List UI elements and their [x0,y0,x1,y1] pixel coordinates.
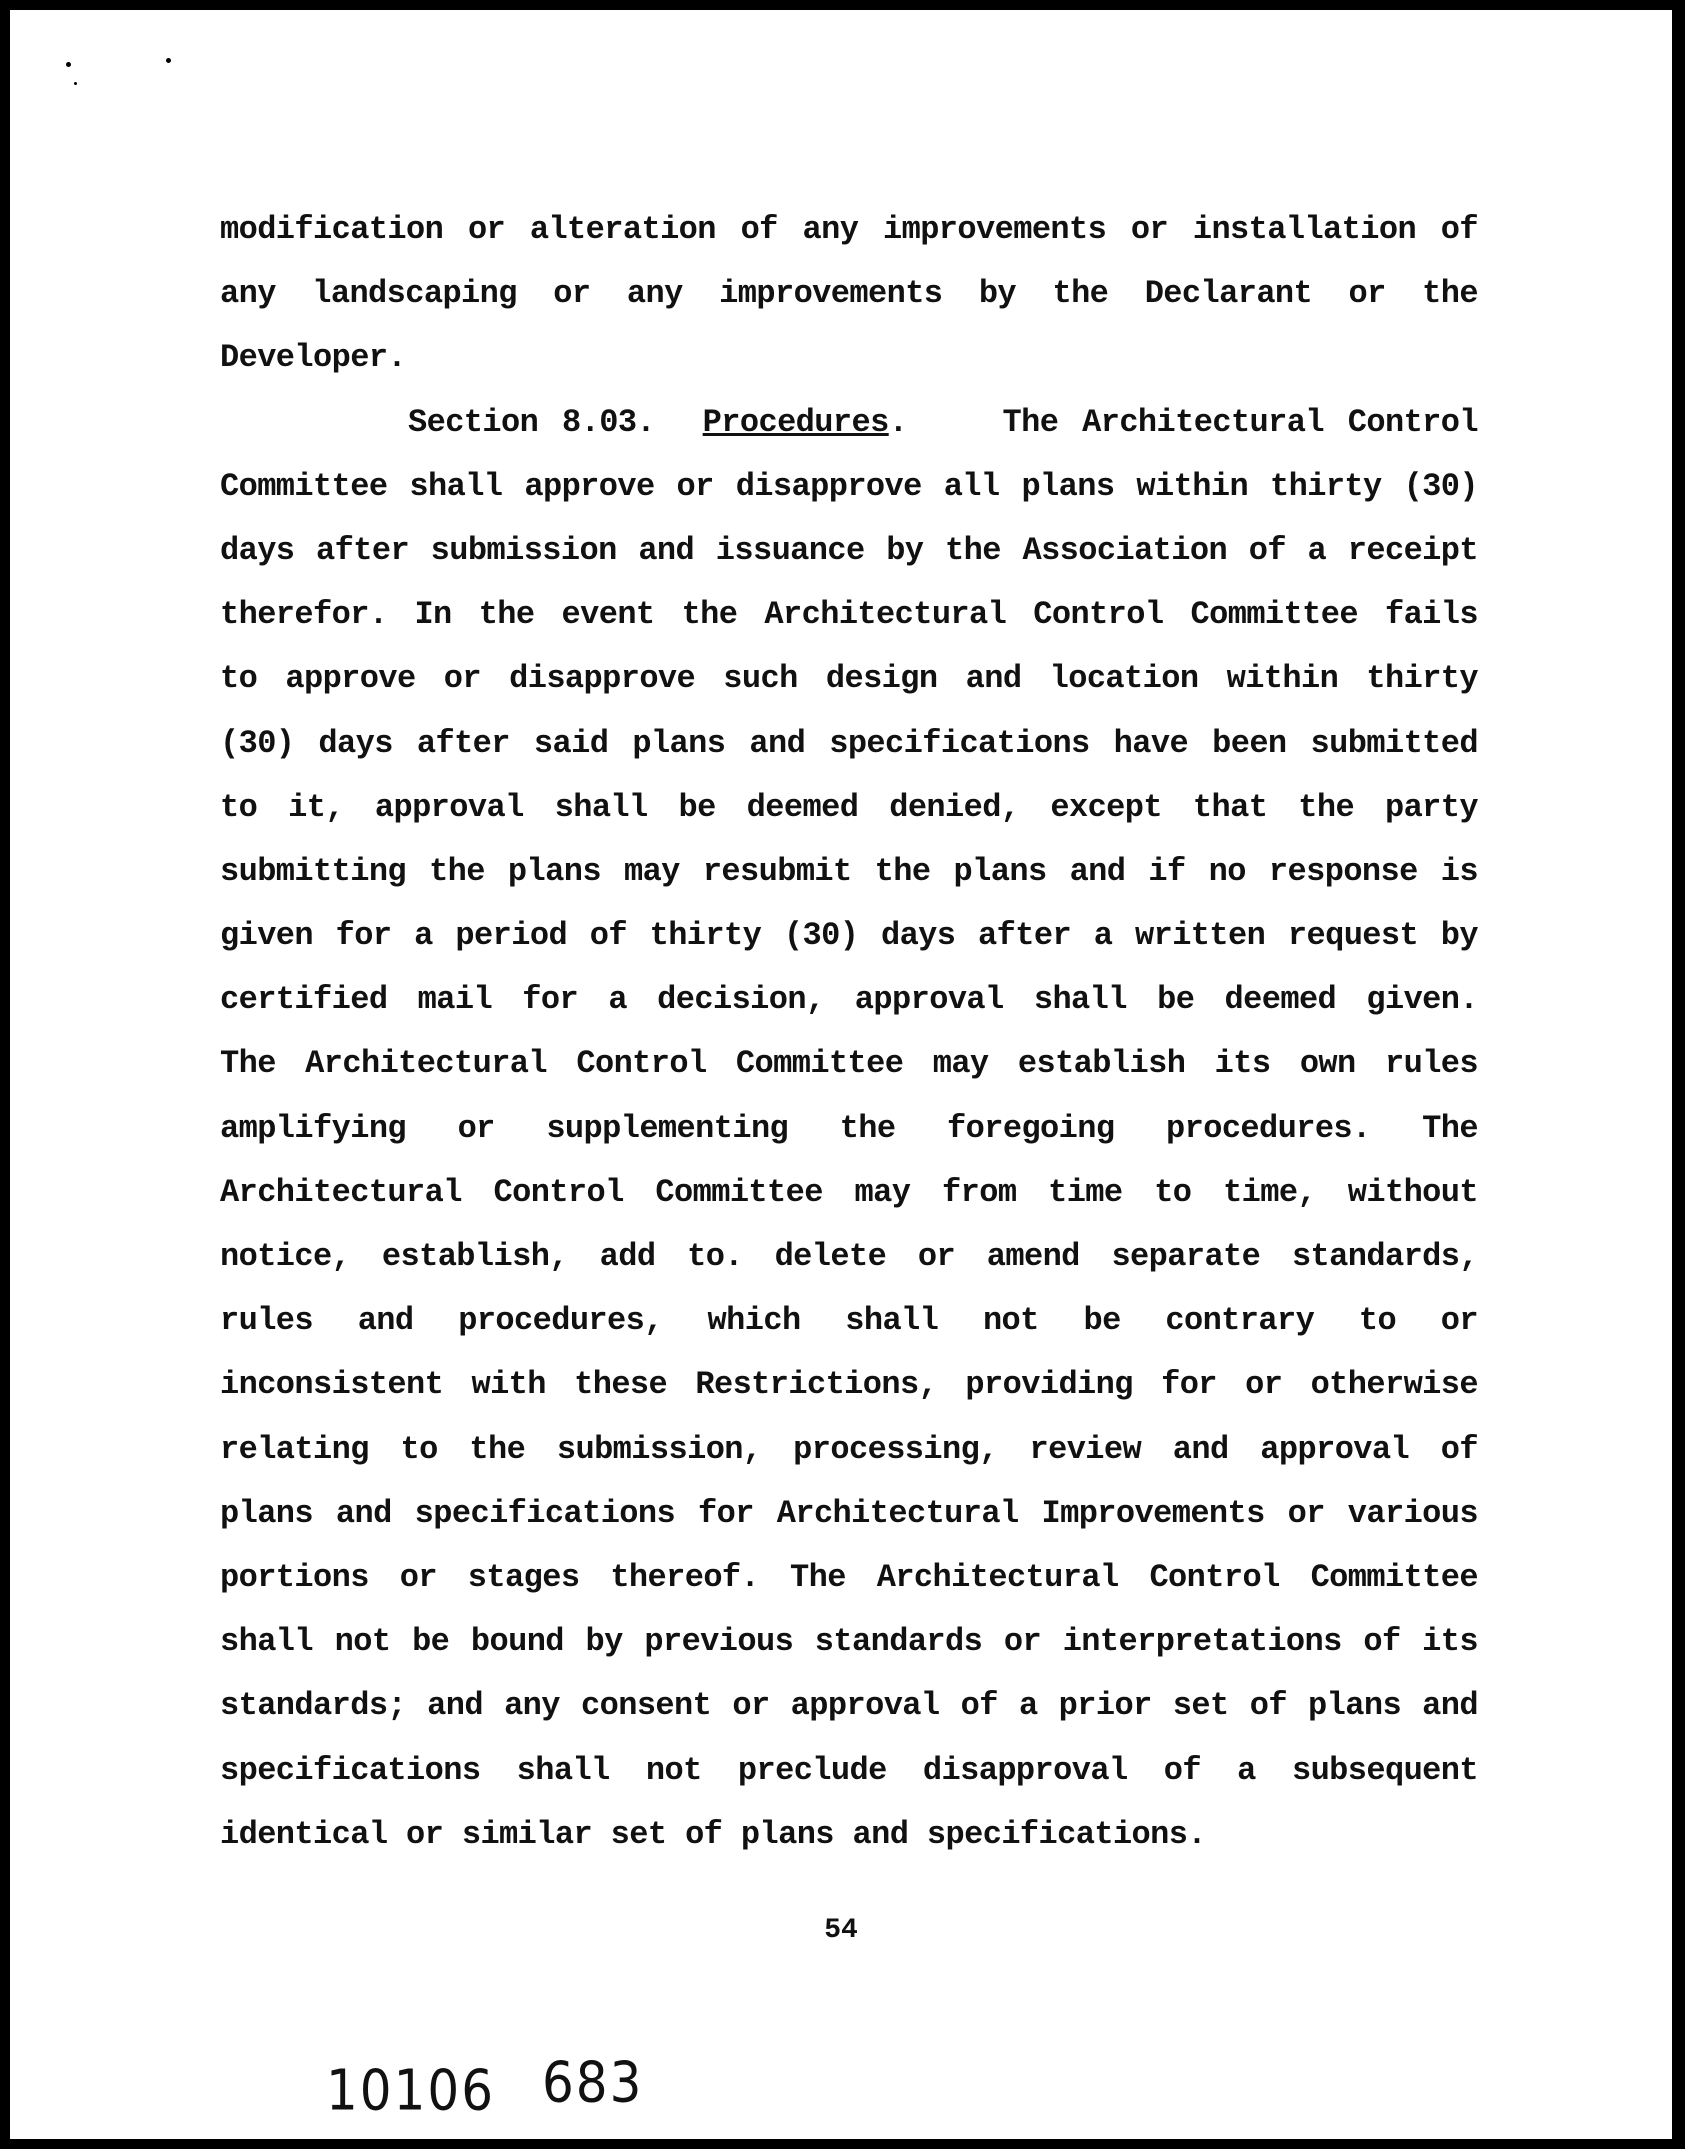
text-line: notice, establish, add to. delete or amend separate standards, [220,1238,1478,1275]
text-line: Developer. [220,339,407,377]
page-number-stamp: 683 [542,2050,644,2115]
text-line: inconsistent with these Restrictions, providing for or otherwise [220,1366,1478,1404]
text-line: Committee shall approve or disapprove all plans within thirty (30) [220,467,1478,505]
text-line: given for a period of thirty (30) days after a written request by [220,917,1478,955]
section-first-line-text: The Architectural Control [1002,403,1478,441]
text-line: shall not be bound by previous standards or interpretations of its [220,1623,1478,1661]
book-number-stamp: 10106 [326,2058,496,2123]
document-page [10,10,1672,2139]
text-line: to approve or disapprove such design and location within thirty [220,660,1478,698]
text-line: modification or alteration of any improvements or installation of [220,211,1478,248]
text-line: relating to the submission, processing, review and approval of [220,1430,1478,1468]
text-line: submitting the plans may resubmit the plans and if no response is [220,852,1478,890]
text-line: portions or stages thereof. The Architectural Control Committee [220,1558,1478,1596]
text-line: plans and specifications for Architectural Improvements or various [220,1494,1478,1532]
text-line: days after submission and issuance by the Association of a receipt [220,531,1478,569]
scan-speck [166,58,171,63]
text-line: The Architectural Control Committee may establish its own rules [220,1045,1478,1083]
scan-speck [66,62,71,67]
document-body [220,198,1478,1867]
section-title: Procedures [702,403,889,441]
text-line: Architectural Control Committee may from time to time, without [220,1173,1478,1211]
text-line: identical or similar set of plans and specifications. [220,1815,1206,1853]
scan-speck [74,82,77,85]
text-line: standards; and any consent or approval of a prior set of plans and [220,1687,1478,1725]
section-heading-line [220,391,1478,455]
section-title-period: . [888,403,908,441]
text-line: to it, approval shall be deemed denied, except that the party [220,788,1478,826]
text-line: amplifying or supplementing the foregoing procedures. The [220,1109,1478,1147]
section-number: Section 8.03. [408,403,656,441]
text-line: specifications shall not preclude disapproval of a subsequent [220,1751,1478,1789]
text-line: (30) days after said plans and specifications have been submitted [220,724,1478,762]
text-line: any landscaping or any improvements by the Declarant or the [220,275,1478,313]
text-line: rules and procedures, which shall not be contrary to or [220,1302,1478,1340]
page-number: 54 [824,1915,858,1946]
text-line: therefor. In the event the Architectural Control Committee fails [220,596,1478,634]
text-line: certified mail for a decision, approval shall be deemed given. [220,981,1478,1019]
